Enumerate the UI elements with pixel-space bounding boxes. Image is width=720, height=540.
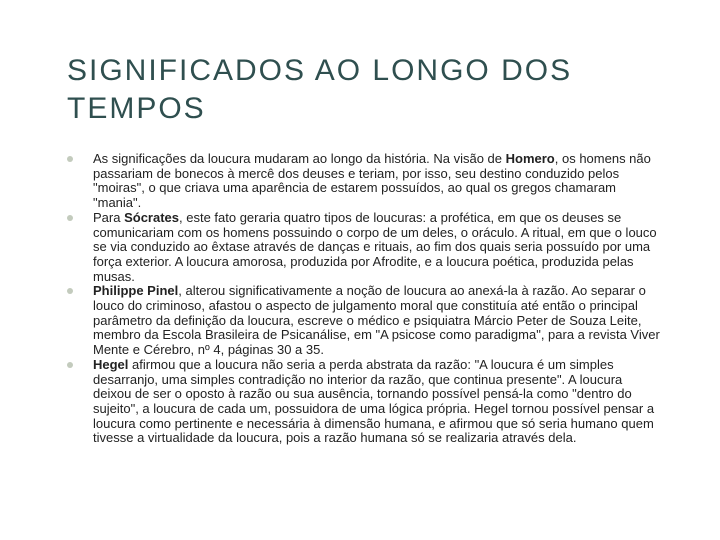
bullet-homero [67,152,663,211]
bullet-text-post: , este fato geraria quatro tipos de loucuras: a profética, em que os deuses se comunicariam com os homens possuindo o corpo de um deles, o oráculo. A ritual, em que o louco se via conduzido ao êxtase através de danças e rituais, ao fim dos quais seria possuído por uma força exterior. A loucura amorosa, produzida por Afrodite, e a loucura poética, produzida pelas musas. [93,209,657,284]
bullet-text-pre: As significações da loucura mudaram ao longo da história. Na visão de [93,151,506,166]
slide-title [67,52,667,128]
bullet-text-bold: Sócrates [124,209,179,225]
bullet-text-bold: Homero [505,151,555,166]
bullet-dot-icon [67,362,73,368]
title-line: TEMPOS [67,92,206,125]
bullet-hegel [67,358,663,446]
bullet-dot-icon [67,288,73,294]
bullet-socrates [67,211,663,285]
bullet-list [67,152,663,446]
bullet-dot-icon [67,215,73,221]
bullet-dot-icon [67,156,73,162]
bullet-text-bold: Philippe Pinel [93,283,179,299]
bullet-text-pre: Para [93,209,125,225]
bullet-text-bold: Hegel [93,356,129,372]
bullet-text-post: , os homens não passariam de bonecos à mercê dos deuses e teriam, por isso, seu destino conduzido pelos "moiras", o que criava uma aparência de estarem possuídos, ao qual os gregos chamaram "mania". [93,151,651,211]
bullet-text-post: , alterou significativamente a noção de loucura ao anexá-la à razão. Ao separar o louco do criminoso, afastou o aspecto de julgamento moral que constituía até então o principal parâmetro da definição da loucura, escreve o médico e psiquiatra Márcio Peter de Souza Leite, membro da Escola Brasileira de Psicanálise, em "A psicose como paradigma", para a revista Viver Mente e Cérebro, nº 4, páginas 30 a 35. [93,283,660,358]
bullet-text-post: afirmou que a loucura não seria a perda abstrata da razão: "A loucura é um simples desarranjo, uma simples contradição no interior da razão, que continua presente". A loucura deixou de ser o oposto à razão ou sua ausência, tornando possível pensá-la como "dentro do sujeito", a loucura de cada um, possuidora de uma lógica própria. Hegel tornou possível pensar a loucura como pertinente e necessária à dimensão humana, e afirmou que só seria humano quem tivesse a virtualidade da loucura, pois a razão humana só se realizaria através dela. [93,356,655,446]
bullet-pinel [67,284,663,358]
title-line: SIGNIFICADOS AO LONGO DOS [67,54,573,87]
